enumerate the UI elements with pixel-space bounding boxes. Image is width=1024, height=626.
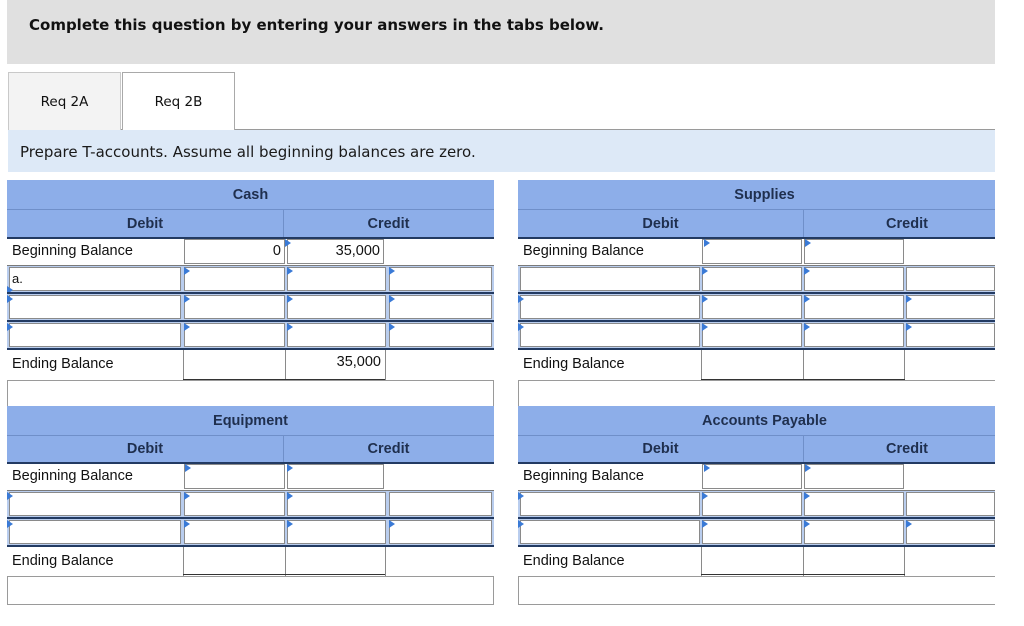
cash-ending-label: Ending Balance: [12, 356, 114, 372]
input-marker-icon: [184, 323, 190, 331]
accounts-payable-row-1-debit-input[interactable]: [702, 492, 802, 516]
equipment-beginning-debit-input[interactable]: [184, 464, 285, 489]
supplies-row-3-desc-input[interactable]: [520, 323, 700, 347]
equipment-credit-label: Credit: [367, 441, 410, 457]
input-marker-icon: [704, 239, 710, 247]
equipment-row-2-desc-input[interactable]: [9, 520, 181, 544]
cash-row-a-credit-input[interactable]: [287, 267, 386, 291]
accounts-payable-beginning-debit-input[interactable]: [702, 464, 802, 489]
supplies-row-2-debit-input[interactable]: [702, 295, 802, 319]
input-marker-icon: [389, 323, 395, 331]
input-marker-icon: [906, 323, 912, 331]
cash-row-3-desc-input[interactable]: [9, 323, 181, 347]
supplies-row-1-extra-input[interactable]: [906, 267, 995, 291]
instruction-text: Prepare T-accounts. Assume all beginning balances are zero.: [20, 143, 476, 161]
supplies-row-2-desc-input[interactable]: [520, 295, 700, 319]
t-account-equipment: [7, 406, 494, 605]
supplies-beginning-label: Beginning Balance: [523, 243, 644, 259]
input-marker-icon: [7, 295, 13, 303]
input-marker-icon: [287, 492, 293, 500]
cash-ending-credit-value: 35,000: [287, 354, 384, 370]
input-marker-icon: [518, 520, 524, 528]
input-marker-icon: [7, 520, 13, 528]
input-marker-icon: [287, 295, 293, 303]
accounts-payable-debit-label: Debit: [642, 441, 679, 457]
input-marker-icon: [702, 323, 708, 331]
supplies-credit-label: Credit: [886, 216, 928, 232]
cash-title: Cash: [232, 187, 269, 203]
input-marker-icon: [906, 520, 912, 528]
supplies-row-1-credit-input[interactable]: [804, 267, 904, 291]
t-account-accounts-payable: [518, 406, 995, 605]
cash-row-2-desc-input[interactable]: [9, 295, 181, 319]
equipment-row-2-debit-input[interactable]: [184, 520, 285, 544]
input-marker-icon: [702, 295, 708, 303]
input-marker-icon: [805, 464, 811, 472]
cash-row-a-extra-input[interactable]: [389, 267, 492, 291]
input-marker-icon: [389, 295, 395, 303]
cash-row-2-extra-input[interactable]: [389, 295, 492, 319]
equipment-ending-label: Ending Balance: [12, 553, 114, 569]
input-marker-icon: [185, 464, 191, 472]
input-marker-icon: [518, 295, 524, 303]
cash-row-a-label: a.: [12, 271, 23, 286]
accounts-payable-beginning-credit-input[interactable]: [804, 464, 904, 489]
input-marker-icon: [804, 295, 810, 303]
cash-row-3-extra-input[interactable]: [389, 323, 492, 347]
input-marker-icon: [804, 267, 810, 275]
input-marker-icon: [804, 492, 810, 500]
supplies-ending-label: Ending Balance: [523, 356, 625, 372]
input-marker-icon: [389, 267, 395, 275]
equipment-row-1-extra-input[interactable]: [389, 492, 492, 516]
supplies-beginning-debit-input[interactable]: [702, 239, 802, 264]
cash-beginning-debit-input[interactable]: 0: [184, 239, 285, 264]
cash-row-2-debit-input[interactable]: [184, 295, 285, 319]
equipment-row-2-extra-input[interactable]: [389, 520, 492, 544]
input-marker-icon: [518, 492, 524, 500]
input-marker-icon: [804, 520, 810, 528]
accounts-payable-row-2-debit-input[interactable]: [702, 520, 802, 544]
supplies-row-3-extra-input[interactable]: [906, 323, 995, 347]
tab-bar: [8, 72, 995, 130]
cash-beginning-credit-input[interactable]: 35,000: [287, 239, 384, 264]
equipment-row-1-credit-input[interactable]: [287, 492, 386, 516]
tab-req-2b[interactable]: Req 2B: [122, 72, 235, 131]
tab-req-2a[interactable]: Req 2A: [8, 72, 121, 130]
input-marker-icon: [702, 520, 708, 528]
supplies-beginning-credit-input[interactable]: [804, 239, 904, 264]
accounts-payable-row-2-credit-input[interactable]: [804, 520, 904, 544]
accounts-payable-credit-label: Credit: [886, 441, 928, 457]
input-marker-icon: [285, 239, 291, 247]
input-marker-icon: [287, 323, 293, 331]
input-marker-icon: [184, 520, 190, 528]
accounts-payable-row-1-desc-input[interactable]: [520, 492, 700, 516]
cash-credit-label: Credit: [367, 216, 410, 232]
supplies-row-2-extra-input[interactable]: [906, 295, 995, 319]
input-marker-icon: [287, 520, 293, 528]
instructions-banner: [7, 0, 995, 64]
cash-debit-label: Debit: [126, 216, 164, 232]
supplies-debit-label: Debit: [642, 216, 679, 232]
supplies-row-1-desc-input[interactable]: [520, 267, 700, 291]
equipment-title: Equipment: [213, 413, 288, 429]
cash-beginning-label: Beginning Balance: [12, 243, 133, 259]
input-marker-icon: [702, 267, 708, 275]
equipment-row-2-credit-input[interactable]: [287, 520, 386, 544]
supplies-row-3-debit-input[interactable]: [702, 323, 802, 347]
banner-text: Complete this question by entering your answers in the tabs below.: [29, 16, 604, 34]
cash-row-3-debit-input[interactable]: [184, 323, 285, 347]
accounts-payable-row-1-extra-input[interactable]: [906, 492, 995, 516]
equipment-beginning-label: Beginning Balance: [12, 468, 133, 484]
input-marker-icon: [184, 267, 190, 275]
supplies-row-1-debit-input[interactable]: [702, 267, 802, 291]
input-marker-icon: [287, 267, 293, 275]
accounts-payable-row-1-credit-input[interactable]: [804, 492, 904, 516]
cash-row-a-debit-input[interactable]: [184, 267, 285, 291]
input-marker-icon: [804, 323, 810, 331]
input-marker-icon: [389, 520, 395, 528]
input-marker-icon: [702, 492, 708, 500]
input-marker-icon: [287, 464, 293, 472]
accounts-payable-title: Accounts Payable: [702, 413, 827, 429]
input-marker-icon: [704, 464, 710, 472]
cash-row-a-desc-input[interactable]: [9, 267, 181, 291]
input-marker-icon: [805, 239, 811, 247]
accounts-payable-row-2-desc-input[interactable]: [520, 520, 700, 544]
input-marker-icon: [7, 492, 13, 500]
t-account-supplies: [518, 180, 995, 409]
input-marker-icon: [184, 295, 190, 303]
input-marker-icon: [7, 323, 13, 331]
supplies-row-3-credit-input[interactable]: [804, 323, 904, 347]
supplies-row-2-credit-input[interactable]: [804, 295, 904, 319]
equipment-row-1-debit-input[interactable]: [184, 492, 285, 516]
accounts-payable-ending-label: Ending Balance: [523, 553, 625, 569]
equipment-row-1-desc-input[interactable]: [9, 492, 181, 516]
input-marker-icon: [184, 492, 190, 500]
t-account-cash: [7, 180, 494, 409]
accounts-payable-beginning-label: Beginning Balance: [523, 468, 644, 484]
input-marker-icon: [518, 323, 524, 331]
accounts-payable-row-2-extra-input[interactable]: [906, 520, 995, 544]
cash-row-3-credit-input[interactable]: [287, 323, 386, 347]
supplies-title: Supplies: [734, 187, 795, 203]
cash-row-2-credit-input[interactable]: [287, 295, 386, 319]
equipment-debit-label: Debit: [126, 441, 164, 457]
equipment-beginning-credit-input[interactable]: [287, 464, 384, 489]
instruction-bar: [8, 130, 995, 172]
input-marker-icon: [906, 295, 912, 303]
